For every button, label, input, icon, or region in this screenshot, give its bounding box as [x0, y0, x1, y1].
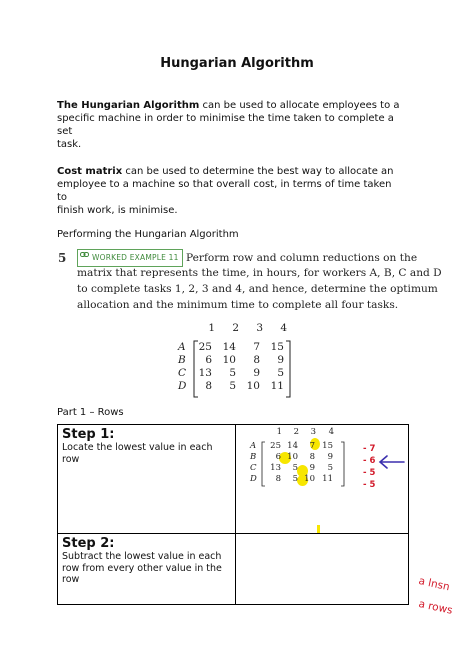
steps-table [57, 424, 409, 605]
table-row [58, 425, 409, 534]
matrix-cell: 25 [270, 441, 281, 451]
row-min-note: - 5 [363, 468, 376, 478]
example-line-4: allocation and the minimum time to complete all four tasks. [77, 299, 399, 311]
step-cell [58, 425, 236, 534]
intro-paragraph [57, 99, 402, 151]
link-icon [80, 251, 89, 258]
row-label: D [250, 474, 257, 484]
column-header: 2 [293, 427, 299, 437]
work-cell [236, 425, 409, 534]
row-label: C [178, 367, 187, 379]
cost-text-2: employee to a machine so that overall cost, in terms of time taken to [57, 179, 392, 203]
matrix-cell: 15 [322, 441, 333, 451]
row-label: C [250, 463, 257, 473]
column-header: 4 [328, 427, 334, 437]
example-line-3: to complete tasks 1, 2, 3 and 4, and hence, determine the optimum [77, 283, 438, 295]
matrix-cell: 5 [327, 463, 333, 473]
arrow-left-icon [377, 455, 405, 469]
example-number: 5 [58, 251, 67, 265]
column-header: 1 [208, 322, 215, 334]
part-heading: Part 1 – Rows [57, 407, 124, 418]
intro-text-3: task. [57, 139, 82, 150]
handwritten-note: a lnsn [417, 575, 451, 594]
matrix-cell: 5 [292, 463, 298, 473]
matrix-cell: 13 [270, 463, 281, 473]
matrix-cell: 10 [304, 474, 315, 484]
cost-term: Cost matrix [57, 166, 123, 177]
matrix-cell: 14 [287, 441, 298, 451]
matrix-cell: 10 [287, 452, 298, 462]
matrix-cell: 15 [270, 341, 284, 353]
column-header: 3 [256, 322, 263, 334]
page-title: Hungarian Algorithm [160, 56, 314, 71]
row-label: A [178, 341, 186, 353]
matrix-cell: 8 [309, 452, 315, 462]
row-label: A [250, 441, 257, 451]
matrix-cell: 7 [253, 341, 260, 353]
cost-text-3: finish work, is minimise. [57, 205, 178, 216]
matrix-cell: 5 [229, 367, 236, 379]
badge-label: WORKED EXAMPLE 11 [92, 253, 179, 262]
annotated-matrix [236, 425, 408, 533]
matrix-cell: 25 [198, 341, 212, 353]
intro-text-2: specific machine in order to minimise the time taken to complete a set [57, 113, 394, 137]
matrix-cell: 5 [292, 474, 298, 484]
row-label: B [250, 452, 257, 462]
handwritten-note: a rows [417, 598, 454, 617]
step-text: Subtract the lowest value in each row from every other value in the row [62, 551, 222, 585]
matrix-cell: 10 [222, 354, 236, 366]
section-heading: Performing the Hungarian Algorithm [57, 229, 239, 240]
matrix-cell: 6 [205, 354, 212, 366]
intro-term: The Hungarian Algorithm [57, 100, 200, 111]
row-label: D [178, 380, 187, 392]
step-text: Locate the lowest value in each row [62, 442, 213, 465]
matrix-cell: 9 [277, 354, 284, 366]
table-row [58, 534, 409, 605]
step-heading: Step 2: [62, 536, 115, 551]
matrix-cell: 11 [322, 474, 333, 484]
matrix-cell: 10 [246, 380, 260, 392]
row-min-note: - 7 [363, 444, 376, 454]
column-header: 2 [232, 322, 239, 334]
row-min-note: - 6 [363, 456, 376, 466]
cost-text-1: can be used to determine the best way to allocate an [122, 166, 394, 177]
matrix-cell: 8 [253, 354, 260, 366]
matrix-cell: 5 [277, 367, 284, 379]
step-cell [58, 534, 236, 605]
matrix-cell: 7 [309, 441, 315, 451]
cost-matrix-paragraph [57, 165, 402, 217]
matrix-cell: 9 [309, 463, 315, 473]
matrix-cell: 8 [275, 474, 281, 484]
matrix-cell: 13 [198, 367, 212, 379]
matrix-cell: 8 [205, 380, 212, 392]
matrix-cell: 6 [275, 452, 281, 462]
highlight-mark [317, 525, 320, 533]
matrix-cell: 9 [253, 367, 260, 379]
example-line-2: matrix that represents the time, in hours, for workers A, B, C and D [77, 267, 442, 279]
example-text-1: Perform row and column reductions on the [185, 252, 418, 264]
matrix-cell: 11 [270, 380, 284, 392]
column-header: 1 [276, 427, 282, 437]
row-label: B [178, 354, 186, 366]
step-heading: Step 1: [62, 427, 115, 442]
work-cell [236, 534, 409, 605]
column-header: 3 [310, 427, 316, 437]
matrix-cell: 9 [327, 452, 333, 462]
row-min-note: - 5 [363, 480, 376, 490]
matrix-cell: 14 [222, 341, 236, 353]
intro-text-1: can be used to allocate employees to a [199, 100, 400, 111]
cost-matrix [178, 322, 298, 400]
row-min-annotations [363, 443, 375, 491]
matrix-cell: 5 [229, 380, 236, 392]
column-header: 4 [280, 322, 287, 334]
